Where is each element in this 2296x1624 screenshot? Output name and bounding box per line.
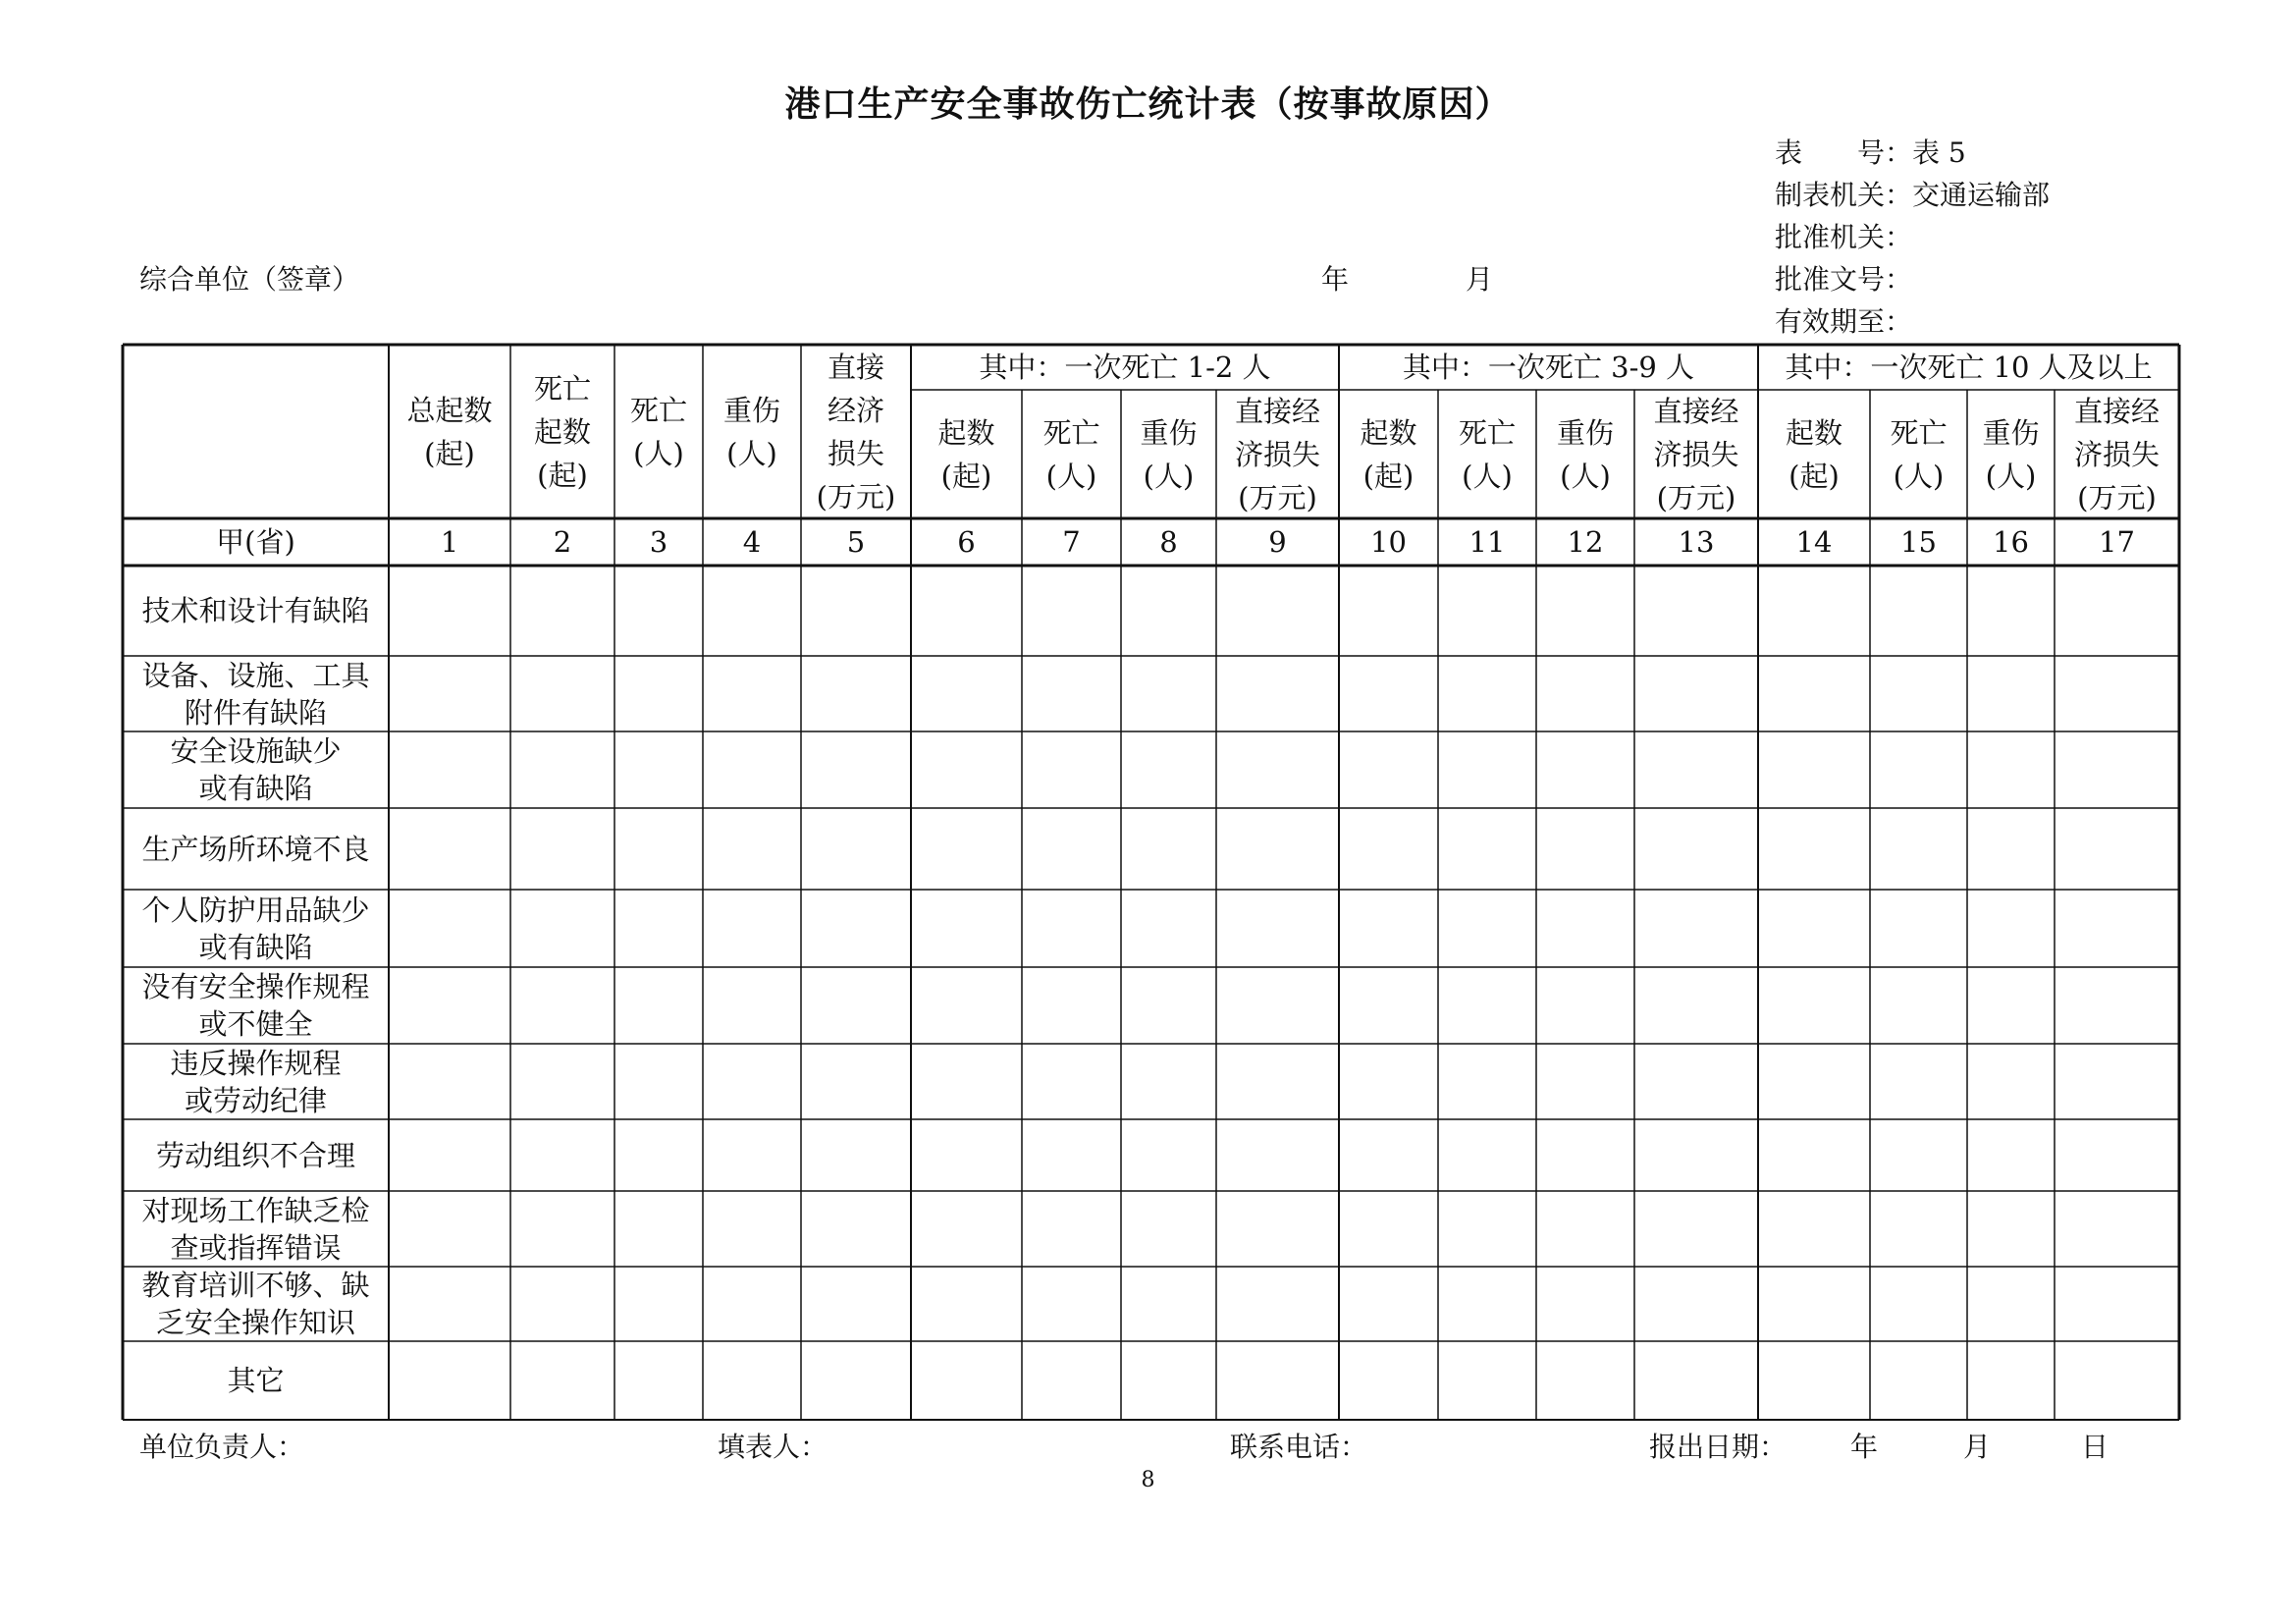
column-number-4 bbox=[703, 518, 801, 566]
row-label-text: 没有安全操作规程 或不健全 bbox=[141, 970, 370, 1041]
sub-header-col-7 bbox=[1022, 390, 1121, 518]
column-number-6-text: 6 bbox=[957, 525, 976, 559]
sub-header-col-17 bbox=[2055, 390, 2179, 518]
footer-year: 年 bbox=[1850, 1431, 1879, 1463]
table-number: 表 号：表 5 bbox=[1775, 136, 1966, 169]
approval-agency: 批准机关： bbox=[1775, 221, 1913, 253]
footer-report-date: 报出日期： bbox=[1649, 1431, 1788, 1463]
index-label-text: 甲(省) bbox=[216, 525, 295, 559]
footer-phone: 联系电话： bbox=[1230, 1431, 1368, 1463]
sub-header-col-8 bbox=[1121, 390, 1216, 518]
header-col-2-text: 死亡 起数 (起) bbox=[533, 371, 591, 492]
column-number-1-text: 1 bbox=[440, 525, 459, 559]
row-label bbox=[123, 1044, 389, 1119]
column-number-14 bbox=[1758, 518, 1870, 566]
sub-header-col-10 bbox=[1339, 390, 1438, 518]
sub-header-col-13-text: 直接经 济损失 (万元) bbox=[1653, 394, 1739, 514]
column-number-7-text: 7 bbox=[1062, 525, 1081, 559]
table-row bbox=[123, 1267, 2179, 1341]
header-col-4-text: 重伤 (人) bbox=[722, 393, 780, 470]
column-number-5 bbox=[801, 518, 911, 566]
group-header-1-text: 其中：一次死亡 1-2 人 bbox=[979, 351, 1271, 384]
valid-until: 有效期至： bbox=[1775, 305, 1913, 338]
column-number-17 bbox=[2055, 518, 2179, 566]
sub-header-col-15 bbox=[1870, 390, 1967, 518]
sub-header-col-10-text: 起数 (起) bbox=[1360, 415, 1417, 493]
column-number-16 bbox=[1967, 518, 2055, 566]
sub-header-col-14 bbox=[1758, 390, 1870, 518]
sub-header-col-7-text: 死亡 (人) bbox=[1042, 415, 1100, 493]
column-number-12 bbox=[1536, 518, 1634, 566]
column-number-11 bbox=[1438, 518, 1536, 566]
row-label bbox=[123, 1341, 389, 1420]
table-row bbox=[123, 566, 2179, 656]
sub-header-col-16-text: 重伤 (人) bbox=[1982, 415, 2040, 493]
row-label bbox=[123, 1267, 389, 1341]
sub-header-col-12 bbox=[1536, 390, 1634, 518]
column-number-5-text: 5 bbox=[846, 525, 866, 559]
row-label-text: 教育培训不够、缺 乏安全操作知识 bbox=[141, 1269, 370, 1339]
sub-header-col-15-text: 死亡 (人) bbox=[1890, 415, 1948, 493]
column-number-9-text: 9 bbox=[1268, 525, 1287, 559]
sub-header-col-14-text: 起数 (起) bbox=[1785, 415, 1842, 493]
row-label bbox=[123, 1119, 389, 1191]
column-number-15 bbox=[1870, 518, 1967, 566]
group-header-1 bbox=[911, 345, 1339, 390]
month-label: 月 bbox=[1466, 263, 1494, 296]
column-number-10-text: 10 bbox=[1370, 525, 1407, 559]
group-header-2-text: 其中：一次死亡 3-9 人 bbox=[1402, 351, 1695, 384]
sub-header-col-12-text: 重伤 (人) bbox=[1556, 415, 1614, 493]
row-label-text: 违反操作规程 或劳动纪律 bbox=[170, 1046, 342, 1117]
column-number-2-text: 2 bbox=[553, 525, 572, 559]
sub-header-col-13 bbox=[1634, 390, 1758, 518]
year-label: 年 bbox=[1321, 263, 1350, 296]
header-col-1 bbox=[389, 345, 510, 518]
footer-leader: 单位负责人： bbox=[139, 1431, 305, 1463]
table-row bbox=[123, 1191, 2179, 1267]
sub-header-col-9-text: 直接经 济损失 (万元) bbox=[1234, 394, 1320, 514]
row-label bbox=[123, 890, 389, 967]
column-number-7 bbox=[1022, 518, 1121, 566]
sub-header-col-6-text: 起数 (起) bbox=[937, 415, 995, 493]
header-col-5-text: 直接 经济 损失 (万元) bbox=[816, 350, 896, 514]
sub-header-col-11-text: 死亡 (人) bbox=[1458, 415, 1516, 493]
row-label bbox=[123, 566, 389, 656]
index-label bbox=[123, 518, 389, 566]
row-label-text: 设备、设施、工具 附件有缺陷 bbox=[141, 658, 370, 730]
row-label bbox=[123, 1191, 389, 1267]
unit-signature-label: 综合单位（签章） bbox=[139, 263, 360, 296]
table-row bbox=[123, 1119, 2179, 1191]
footer-day: 日 bbox=[2081, 1431, 2109, 1463]
column-number-8 bbox=[1121, 518, 1216, 566]
column-number-2 bbox=[510, 518, 614, 566]
header-col-1-text: 总起数 (起) bbox=[406, 393, 493, 470]
column-number-13-text: 13 bbox=[1678, 525, 1715, 559]
group-header-2 bbox=[1339, 345, 1758, 390]
header-col-2 bbox=[510, 345, 614, 518]
table-row bbox=[123, 890, 2179, 967]
maker-agency: 制表机关：交通运输部 bbox=[1775, 179, 2051, 211]
column-number-17-text: 17 bbox=[2099, 525, 2135, 559]
row-label-text: 其它 bbox=[227, 1364, 285, 1397]
group-header-3-text: 其中：一次死亡 10 人及以上 bbox=[1785, 351, 2153, 384]
sub-header-col-11 bbox=[1438, 390, 1536, 518]
header-col-4 bbox=[703, 345, 801, 518]
footer-filler: 填表人： bbox=[718, 1431, 828, 1463]
sub-header-col-16 bbox=[1967, 390, 2055, 518]
page-number: 8 bbox=[1141, 1468, 1155, 1492]
row-label-text: 对现场工作缺乏检 查或指挥错误 bbox=[141, 1193, 370, 1265]
sub-header-col-6 bbox=[911, 390, 1022, 518]
column-number-10 bbox=[1339, 518, 1438, 566]
column-number-4-text: 4 bbox=[742, 525, 762, 559]
table-row bbox=[123, 656, 2179, 731]
sub-header-col-9 bbox=[1216, 390, 1339, 518]
row-label bbox=[123, 656, 389, 731]
row-label bbox=[123, 731, 389, 808]
row-label-text: 劳动组织不合理 bbox=[155, 1138, 355, 1172]
column-number-13 bbox=[1634, 518, 1758, 566]
column-number-1 bbox=[389, 518, 510, 566]
row-label-text: 生产场所环境不良 bbox=[141, 832, 370, 866]
column-number-14-text: 14 bbox=[1795, 525, 1833, 559]
column-number-12-text: 12 bbox=[1567, 525, 1604, 559]
table-row bbox=[123, 967, 2179, 1044]
approval-number: 批准文号： bbox=[1775, 263, 1913, 296]
row-label-text: 技术和设计有缺陷 bbox=[141, 594, 370, 627]
page-title: 港口生产安全事故伤亡统计表（按事故原因） bbox=[784, 83, 1512, 125]
column-number-9 bbox=[1216, 518, 1339, 566]
table-row bbox=[123, 1341, 2179, 1420]
row-label-text: 安全设施缺少 或有缺陷 bbox=[170, 734, 342, 805]
footer-month: 月 bbox=[1963, 1431, 1992, 1463]
table-row bbox=[123, 1044, 2179, 1119]
row-label bbox=[123, 967, 389, 1044]
header-col-3-text: 死亡 (人) bbox=[629, 393, 687, 470]
sub-header-col-8-text: 重伤 (人) bbox=[1140, 415, 1198, 493]
header-col-5 bbox=[801, 345, 911, 518]
table-row bbox=[123, 731, 2179, 808]
column-number-8-text: 8 bbox=[1159, 525, 1178, 559]
column-number-11-text: 11 bbox=[1468, 525, 1506, 559]
column-number-15-text: 15 bbox=[1900, 525, 1937, 559]
column-number-6 bbox=[911, 518, 1022, 566]
row-label bbox=[123, 808, 389, 890]
group-header-3 bbox=[1758, 345, 2179, 390]
row-label-text: 个人防护用品缺少 或有缺陷 bbox=[141, 893, 370, 964]
sub-header-col-17-text: 直接经 济损失 (万元) bbox=[2073, 394, 2160, 514]
column-number-3 bbox=[614, 518, 703, 566]
table-row bbox=[123, 808, 2179, 890]
header-col-3 bbox=[614, 345, 703, 518]
column-number-3-text: 3 bbox=[649, 525, 668, 559]
column-number-16-text: 16 bbox=[1993, 525, 2029, 559]
